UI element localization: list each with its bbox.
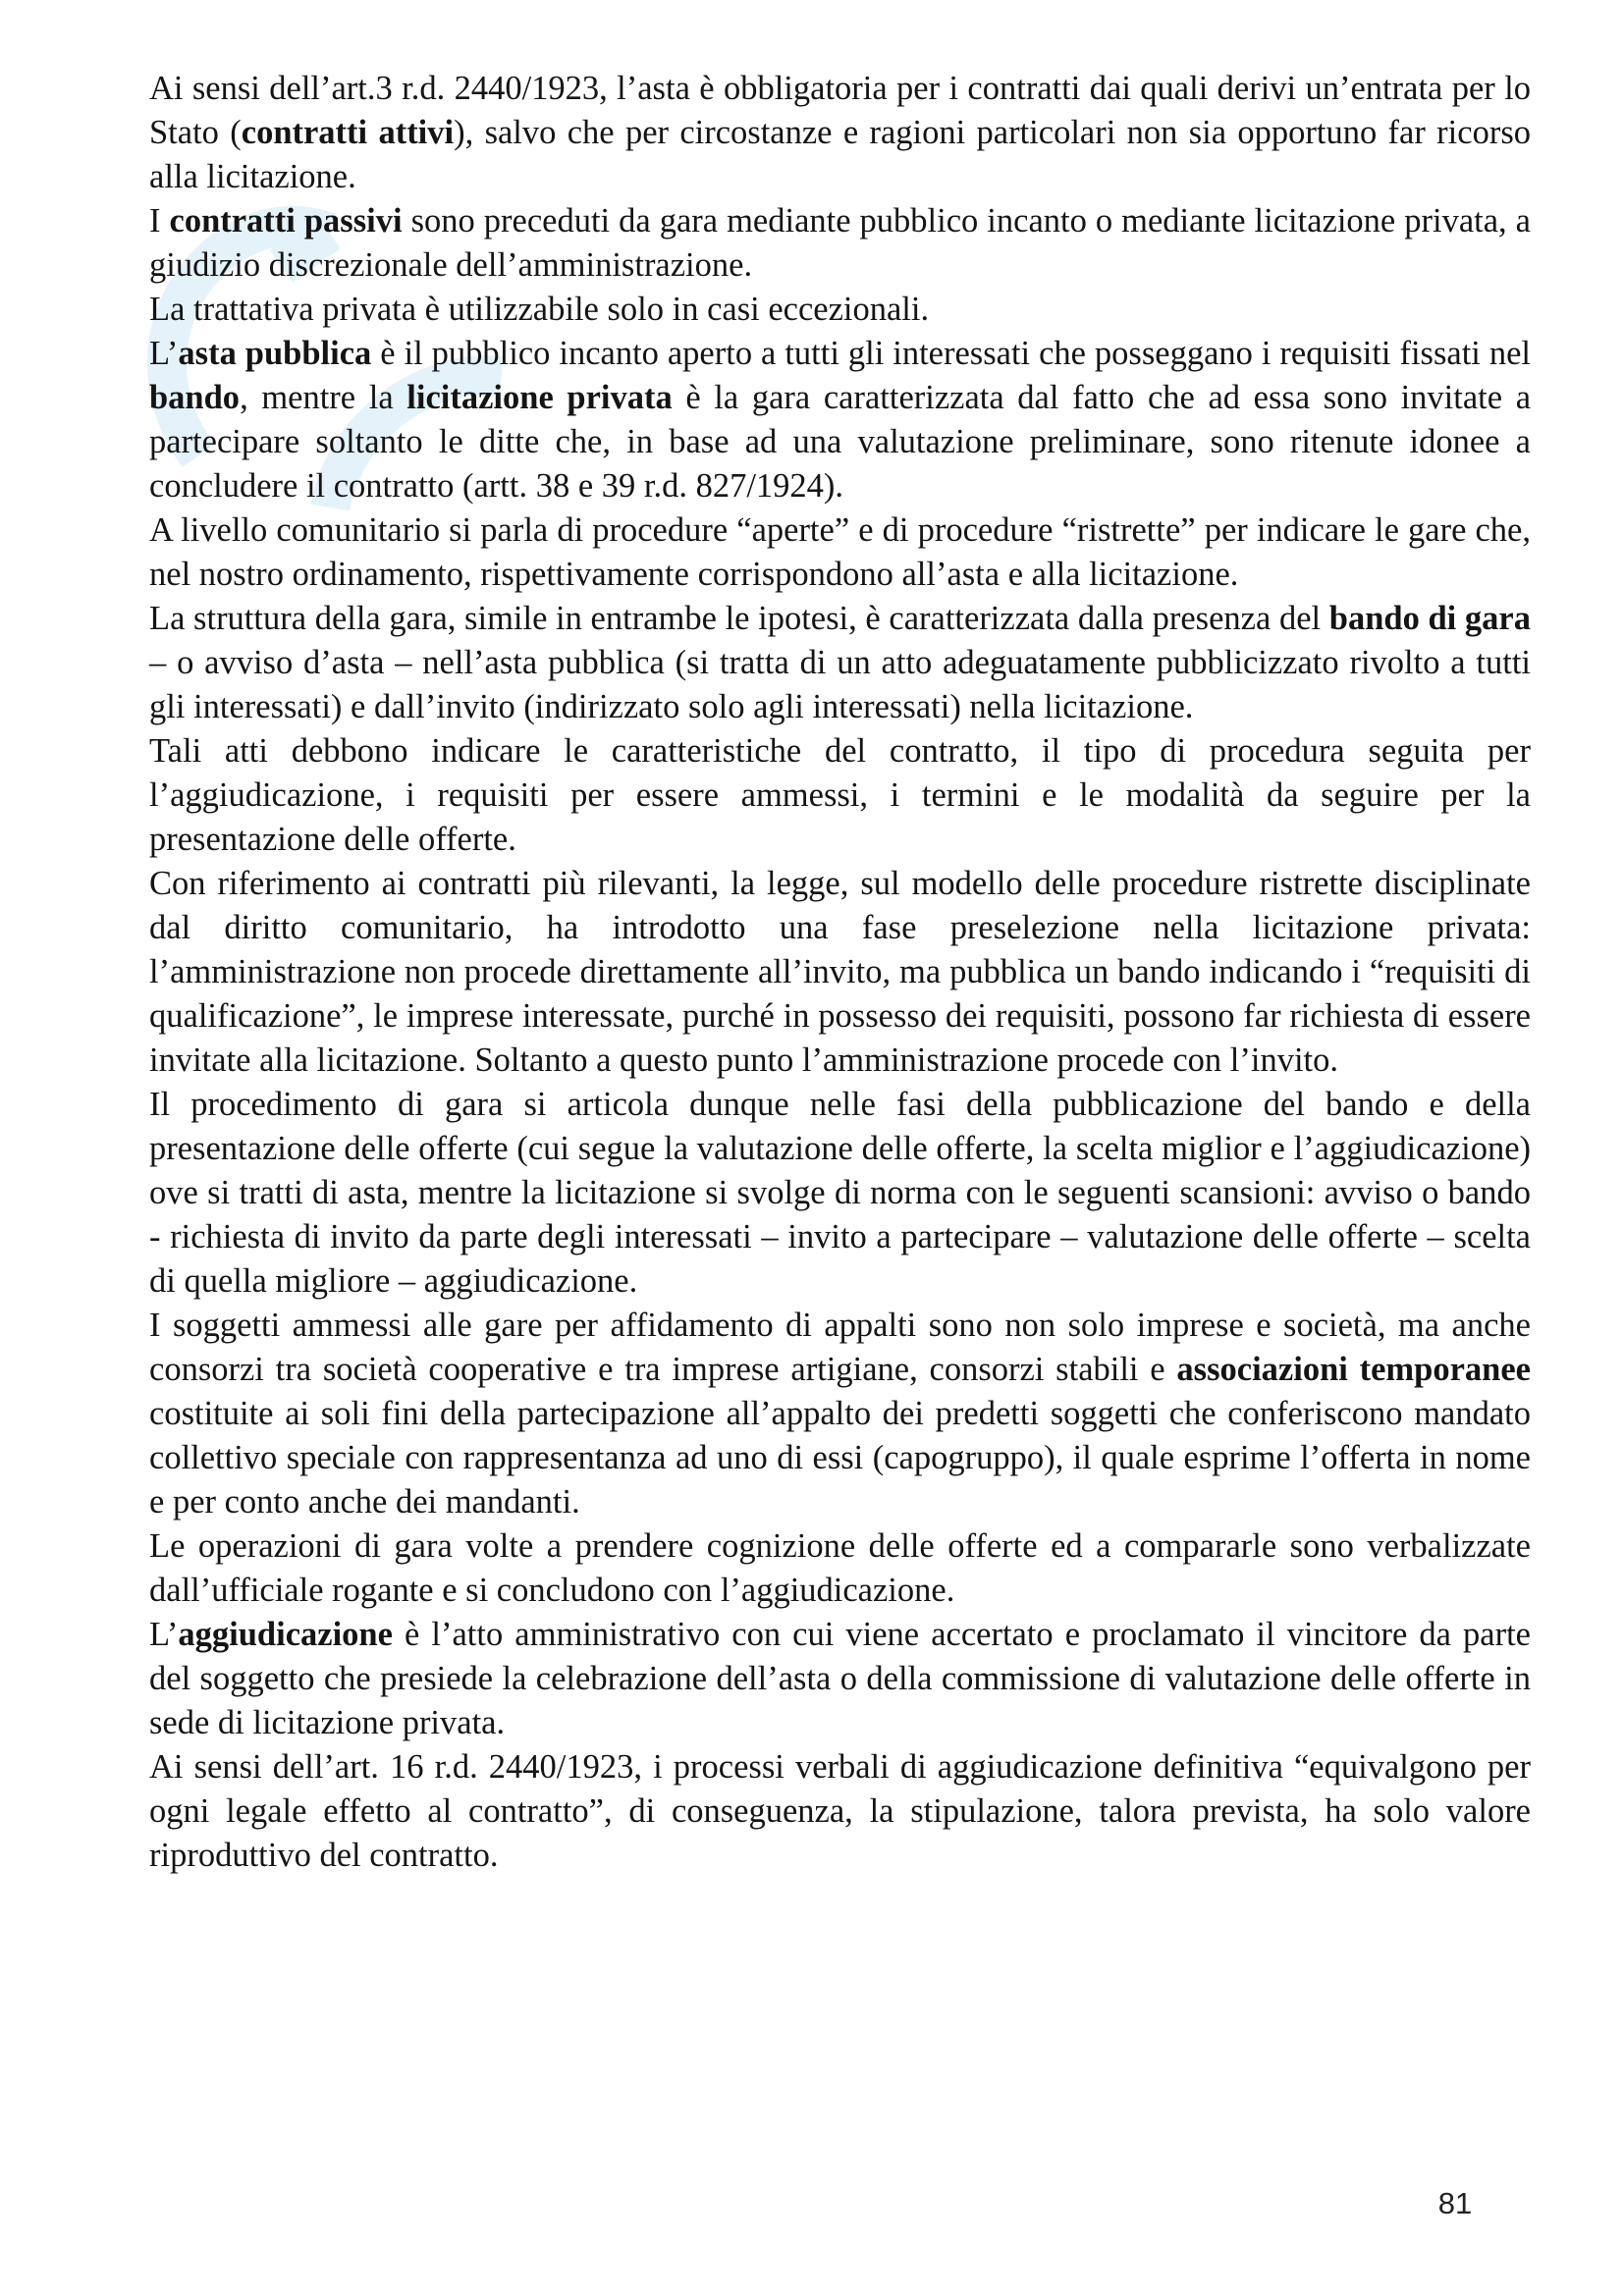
paragraph: L’asta pubblica è il pubblico incanto aperto a tutti gli interessati che posseggano i requisiti fissati nel bando, mentre la licitazione privata è la gara caratterizzata dal fatto che ad essa sono invitate a partecipare soltanto le ditte che, in base ad una valutazione preliminare, sono ritenute idonee a concludere il contratto (artt. 38 e 39 r.d. 827/1924). bbox=[149, 335, 1532, 505]
body-text bbox=[149, 67, 1531, 1878]
paragraph: Le operazioni di gara volte a prendere cognizione delle offerte ed a compararle sono verbalizzate dall’ufficiale rogante e si concludono con l’aggiudicazione. bbox=[149, 1527, 1531, 1609]
paragraph: Ai sensi dell’art.3 r.d. 2440/1923, l’asta è obbligatoria per i contratti dai quali derivi un’entrata per lo Stato (contratti attivi), salvo che per circostanze e ragioni particolari non sia opportuno far ricorso alla licitazione. bbox=[149, 70, 1531, 195]
paragraph: La trattativa privata è utilizzabile solo in casi eccezionali. bbox=[149, 291, 930, 328]
paragraph: I contratti passivi sono preceduti da gara mediante pubblico incanto o mediante licitazione privata, a giudizio discrezionale dell’amministrazione. bbox=[149, 202, 1531, 284]
page-number: 81 bbox=[1437, 2186, 1473, 2220]
paragraph: I soggetti ammessi alle gare per affidamento di appalti sono non solo imprese e società, ma anche consorzi tra società cooperative e tra imprese artigiane, consorzi stabili e associazioni temporanee costituite ai soli fini della partecipazione all’appalto dei predetti soggetti che conferiscono mandato collettivo speciale con rappresentanza ad uno di essi (capogruppo), il quale esprime l’offerta in nome e per conto anche dei mandanti. bbox=[149, 1307, 1531, 1521]
paragraph: L’aggiudicazione è l’atto amministrativo con cui viene accertato e proclamato il vincitore da parte del soggetto che presiede la celebrazione dell’asta o della commissione di valutazione delle offerte in sede di licitazione privata. bbox=[149, 1616, 1531, 1741]
paragraph: Tali atti debbono indicare le caratteristiche del contratto, il tipo di procedura seguita per l’aggiudicazione, i requisiti per essere ammessi, i termini e le modalità da seguire per la presentazione delle offerte. bbox=[149, 732, 1531, 858]
paragraph: La struttura della gara, simile in entrambe le ipotesi, è caratterizzata dalla presenza del bando di gara – o avviso d’asta – nell’asta pubblica (si tratta di un atto adeguatamente pubblicizzato rivolto a tutti gli interessati) e dall’invito (indirizzato solo agli interessati) nella licitazione. bbox=[149, 600, 1531, 725]
paragraph: Con riferimento ai contratti più rilevanti, la legge, sul modello delle procedure ristrette disciplinate dal diritto comunitario, ha introdotto una fase preselezione nella licitazione privata: l’amministrazione non procede direttamente all’invito, ma pubblica un bando indicando i “requisiti di qualificazione”, le imprese interessate, purché in possesso dei requisiti, possono far richiesta di essere invitate alla licitazione. Soltanto a questo punto l’amministrazione procede con l’invito. bbox=[149, 865, 1531, 1079]
paragraph: Ai sensi dell’art. 16 r.d. 2440/1923, i processi verbali di aggiudicazione definitiva “equivalgono per ogni legale effetto al contratto”, di conseguenza, la stipulazione, talora prevista, ha solo valore riproduttivo del contratto. bbox=[149, 1748, 1531, 1874]
paragraph: Il procedimento di gara si articola dunque nelle fasi della pubblicazione del bando e della presentazione delle offerte (cui segue la valutazione delle offerte, la scelta miglior e l’aggiudicazione) ove si tratti di asta, mentre la licitazione si svolge di norma con le seguenti scansioni: avviso o bando - richiesta di invito da parte degli interessati – invito a partecipare – valutazione delle offerte – scelta di quella migliore – aggiudicazione. bbox=[149, 1086, 1531, 1300]
paragraph: A livello comunitario si parla di procedure “aperte” e di procedure “ristrette” per indicare le gare che, nel nostro ordinamento, rispettivamente corrispondono all’asta e alla licitazione. bbox=[149, 511, 1531, 593]
